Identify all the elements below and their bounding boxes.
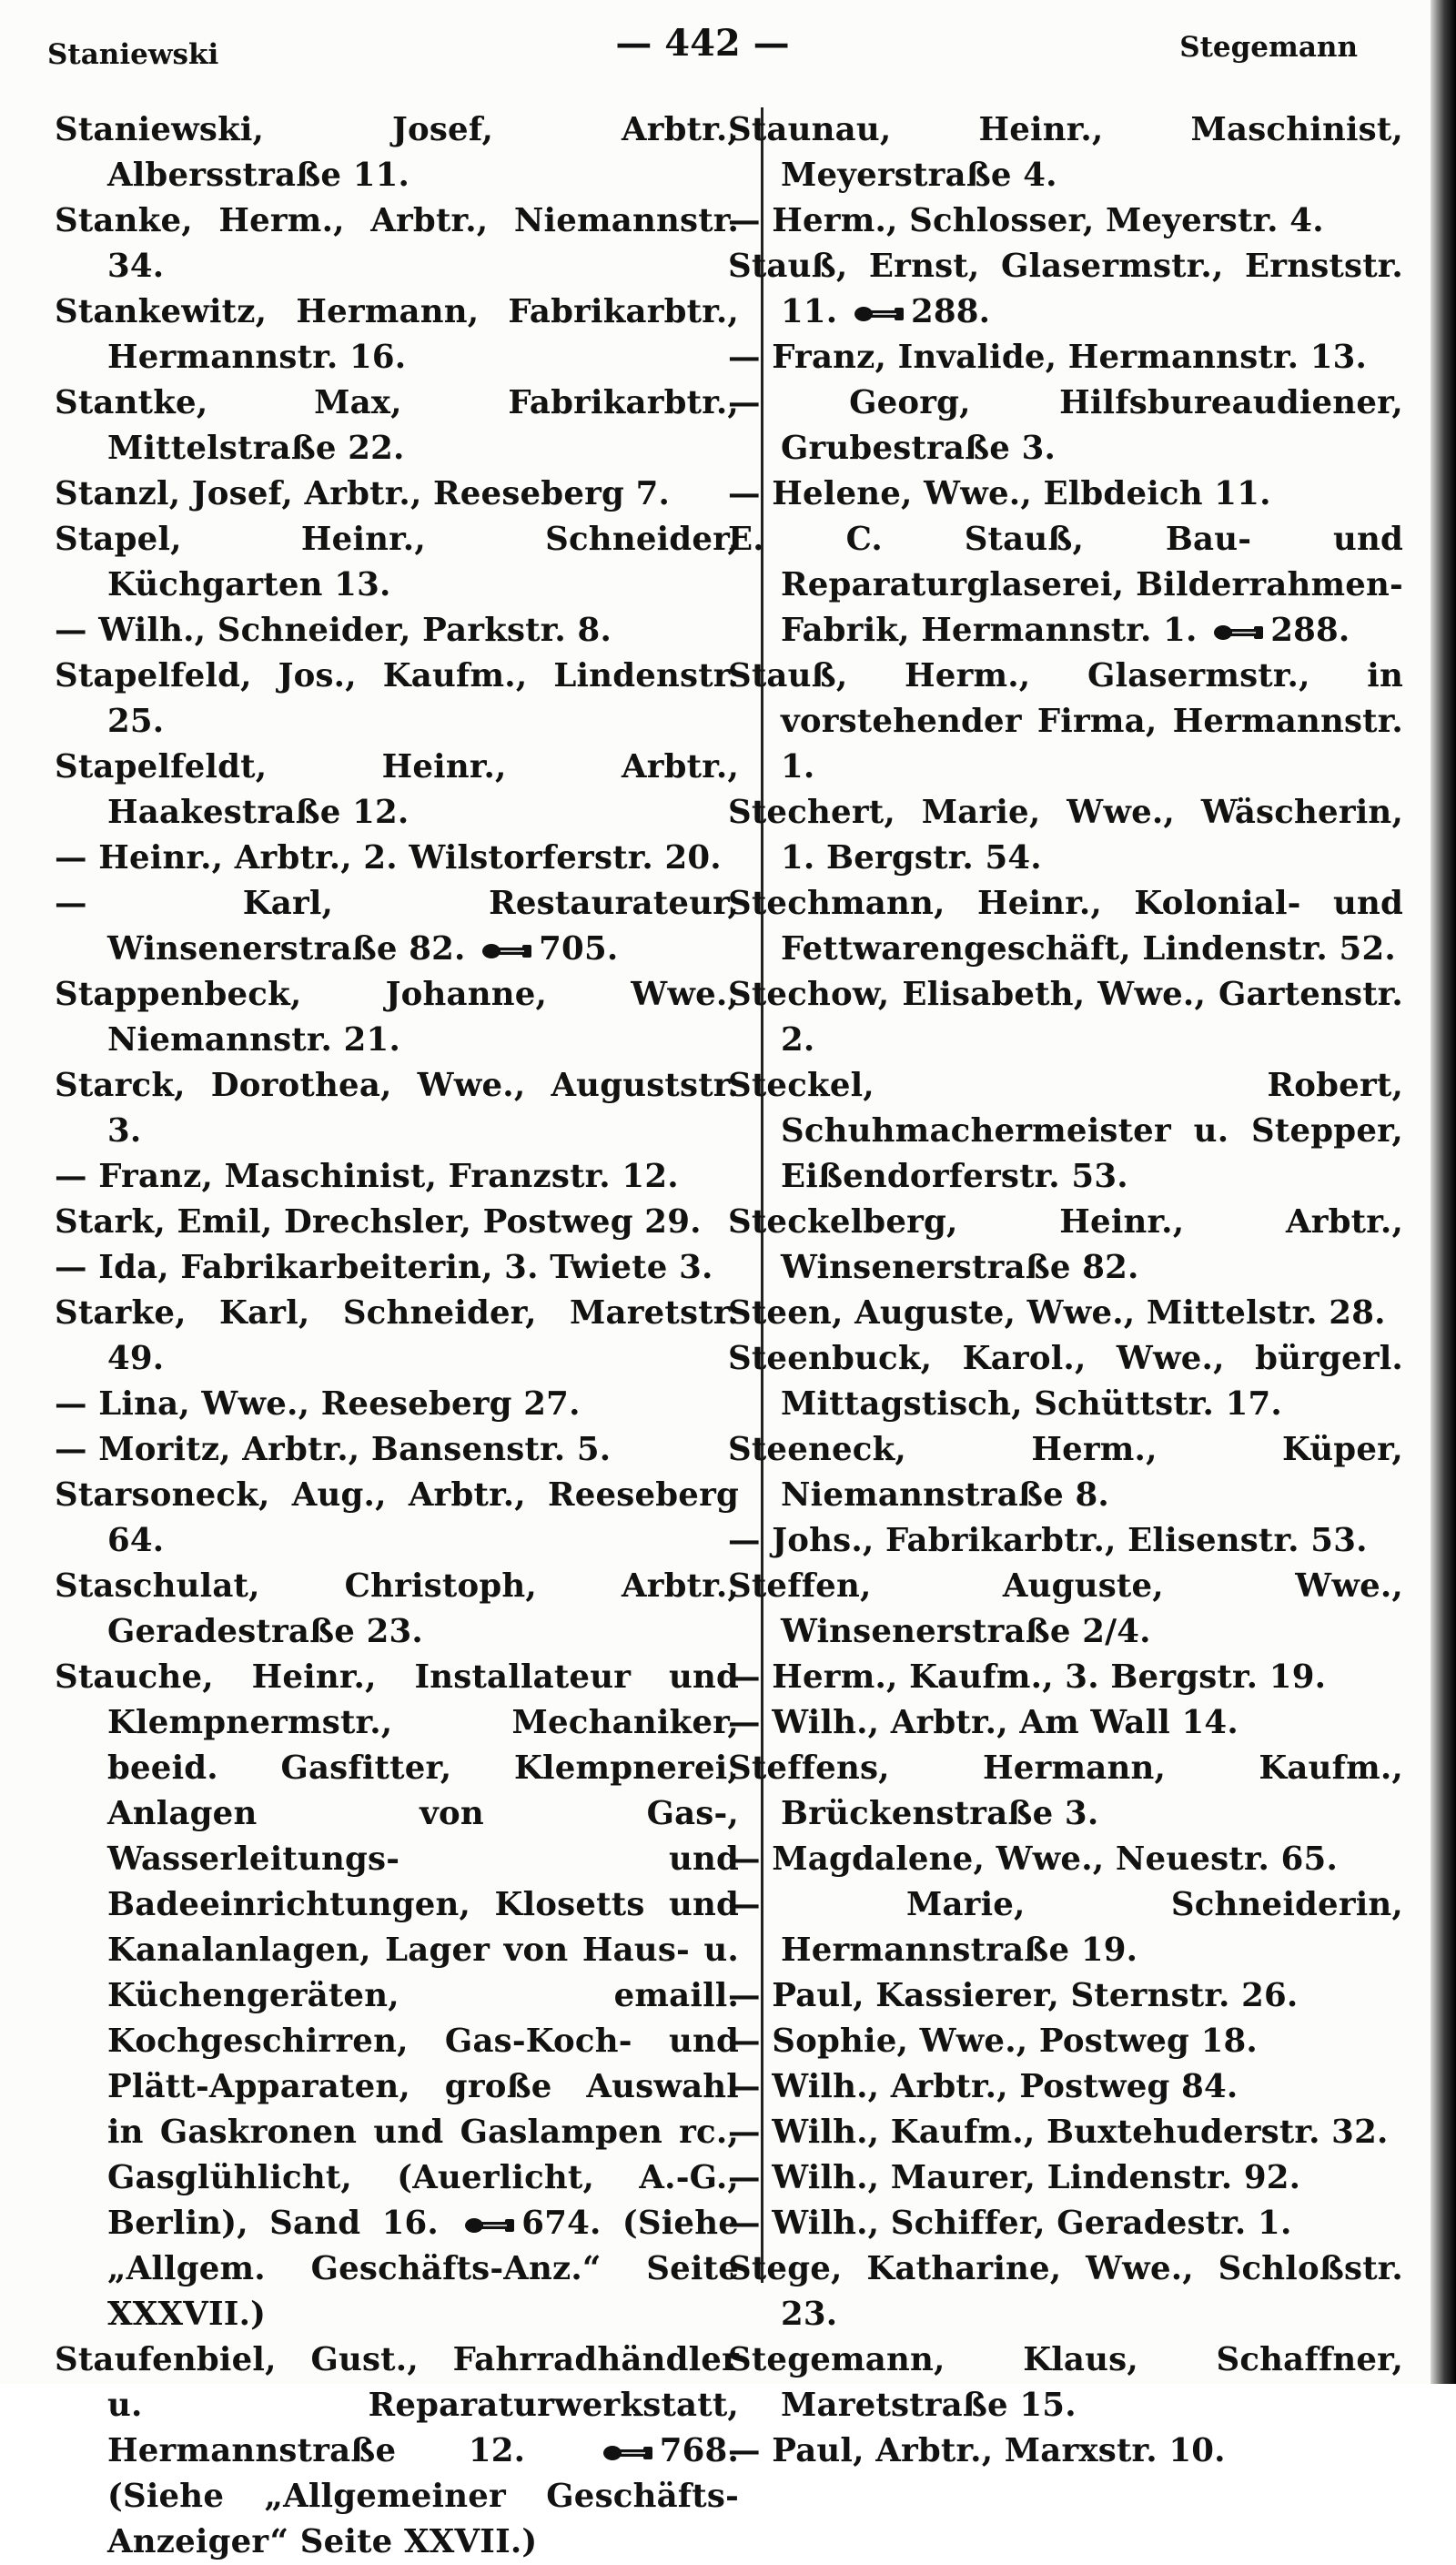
header-left-keyword: Staniewski — [47, 38, 219, 71]
telephone-hand-icon — [602, 2444, 654, 2462]
directory-entry — [728, 244, 1403, 335]
phone-number: 674. — [521, 2205, 602, 2242]
entry-text: Staniewski, Josef, Arbtr., Albersstraße 11. — [55, 111, 739, 194]
entry-text: Steenbuck, Karol., Wwe., bürgerl. Mittagstisch, Schüttstr. 17. — [728, 1340, 1403, 1423]
entry-text: Stechmann, Heinr., Kolonial- und Fettwarengeschäft, Lindenstr. 52. — [728, 885, 1403, 968]
entry-text: — Marie, Schneiderin, Hermannstraße 19. — [728, 1886, 1403, 1969]
entry-reference-note: (Siehe „Allgemeiner Geschäfts-Anzeiger“ Seite XXVII.) — [107, 2478, 739, 2560]
entry-text: — Wilh., Kaufm., Buxtehuderstr. 32. — [728, 2114, 1389, 2151]
phone-number: 705. — [539, 930, 619, 968]
directory-entry — [728, 2428, 1403, 2474]
entry-text: Staschulat, Christoph, Arbtr., Geradestraße 23. — [55, 1567, 739, 1650]
entry-text: — Wilh., Schneider, Parkstr. 8. — [55, 612, 612, 649]
directory-entry — [728, 107, 1403, 198]
directory-entry — [55, 1427, 739, 1473]
directory-entry — [728, 2110, 1403, 2155]
entry-text: Stegemann, Klaus, Schaffner, Maretstraße 15. — [728, 2341, 1403, 2424]
entry-text: Steen, Auguste, Wwe., Mittelstr. 28. — [728, 1294, 1386, 1332]
entry-text: — Heinr., Arbtr., 2. Wilstorferstr. 20. — [55, 839, 722, 877]
directory-entry — [55, 1655, 739, 2337]
entry-text: Stapelfeld, Jos., Kaufm., Lindenstr. 25. — [55, 657, 739, 740]
directory-entry — [728, 1518, 1403, 1564]
directory-entry — [55, 1154, 739, 1200]
telephone-hand-icon — [463, 2216, 516, 2235]
directory-entry — [55, 517, 739, 608]
directory-entry — [728, 517, 1403, 654]
directory-entry — [55, 289, 739, 380]
phone-number: 768. — [659, 2432, 740, 2469]
entry-text: Steffen, Auguste, Wwe., Winsenerstraße 2/4. — [728, 1567, 1403, 1650]
entry-text: E. C. Stauß, Bau- und Reparaturglaserei, Bilderrahmen-Fabrik, Hermannstr. 1. — [728, 521, 1403, 649]
directory-entry — [55, 1245, 739, 1291]
entry-text: Staufenbiel, Gust., Fahrradhändler u. Reparaturwerkstatt, Hermannstraße 12. — [55, 2341, 739, 2469]
entry-text: — Georg, Hilfsbureaudiener, Grubestraße 3. — [728, 384, 1403, 467]
directory-entry — [728, 790, 1403, 881]
directory-entry — [55, 1564, 739, 1655]
directory-entry — [728, 1882, 1403, 1973]
directory-entry — [55, 608, 739, 654]
entry-text: Stark, Emil, Drechsler, Postweg 29. — [55, 1203, 702, 1241]
entry-text: — Wilh., Schiffer, Geradestr. 1. — [728, 2205, 1292, 2242]
directory-entry — [728, 1973, 1403, 2019]
directory-entry — [728, 1746, 1403, 1837]
entry-text: — Karl, Restaurateur, Winsenerstraße 82. — [55, 885, 739, 968]
entry-text: Stankewitz, Hermann, Fabrikarbtr., Hermannstr. 16. — [55, 293, 739, 376]
entry-text: — Magdalene, Wwe., Neuestr. 65. — [728, 1840, 1339, 1878]
directory-entry — [728, 1291, 1403, 1336]
directory-entry — [728, 1200, 1403, 1291]
entry-text: Staunau, Heinr., Maschinist, Meyerstraße 4. — [728, 111, 1403, 194]
directory-entry — [55, 654, 739, 745]
entry-text: — Paul, Arbtr., Marxstr. 10. — [728, 2432, 1226, 2469]
entry-text: Steeneck, Herm., Küper, Niemannstraße 8. — [728, 1431, 1403, 1514]
entry-text: Steckel, Robert, Schuhmachermeister u. Stepper, Eißendorferstr. 53. — [728, 1067, 1403, 1195]
entry-text: Stapel, Heinr., Schneider, Küchgarten 13. — [55, 521, 739, 603]
directory-entry — [55, 1291, 739, 1382]
directory-entry — [55, 881, 739, 972]
directory-entry — [55, 745, 739, 836]
directory-entry — [728, 881, 1403, 972]
page-number: — 442 — — [615, 22, 790, 65]
running-header — [47, 18, 1358, 73]
entry-text: Steckelberg, Heinr., Arbtr., Winsenerstraße 82. — [728, 1203, 1403, 1286]
entry-text: — Herm., Schlosser, Meyerstr. 4. — [728, 202, 1324, 239]
entry-text: — Lina, Wwe., Reeseberg 27. — [55, 1385, 581, 1423]
entry-text: Stanzl, Josef, Arbtr., Reeseberg 7. — [55, 475, 671, 512]
entry-text: — Franz, Maschinist, Franzstr. 12. — [55, 1158, 679, 1195]
directory-entry — [55, 198, 739, 289]
directory-entry — [728, 1063, 1403, 1200]
directory-entry — [728, 2064, 1403, 2110]
directory-entry — [55, 471, 739, 517]
directory-entry — [728, 335, 1403, 380]
directory-entry — [728, 1700, 1403, 1746]
page-edge-shadow — [1431, 0, 1456, 2384]
directory-entry — [55, 972, 739, 1063]
directory-entry — [55, 107, 739, 198]
entry-text: — Ida, Fabrikarbeiterin, 3. Twiete 3. — [55, 1249, 713, 1286]
entry-text: — Sophie, Wwe., Postweg 18. — [728, 2023, 1258, 2060]
entry-text: — Moritz, Arbtr., Bansenstr. 5. — [55, 1431, 612, 1468]
entry-text: Stapelfeldt, Heinr., Arbtr., Haakestraße 12. — [55, 748, 739, 831]
entry-text: — Wilh., Arbtr., Am Wall 14. — [728, 1704, 1239, 1741]
directory-entry — [728, 2337, 1403, 2428]
entry-text: Stauß, Ernst, Glasermstr., Ernststr. 11. — [728, 248, 1403, 330]
directory-entry — [55, 380, 739, 471]
directory-entry — [728, 2246, 1403, 2337]
telephone-hand-icon — [853, 305, 905, 323]
entry-text: Stauß, Herm., Glasermstr., in vorstehender Firma, Hermannstr. 1. — [728, 657, 1403, 786]
telephone-hand-icon — [1212, 624, 1265, 642]
entry-text: Stanke, Herm., Arbtr., Niemannstr. 34. — [55, 202, 739, 285]
directory-entry — [728, 198, 1403, 244]
directory-entry — [728, 2201, 1403, 2246]
entry-text: — Helene, Wwe., Elbdeich 11. — [728, 475, 1271, 512]
directory-entry — [55, 1063, 739, 1154]
entry-text: Stappenbeck, Johanne, Wwe., Niemannstr. 21. — [55, 976, 739, 1059]
right-column — [728, 107, 1403, 2474]
directory-entry — [728, 1427, 1403, 1518]
directory-entry — [55, 2337, 739, 2565]
directory-entry — [55, 1382, 739, 1427]
directory-entry — [728, 2019, 1403, 2064]
entry-text: — Herm., Kaufm., 3. Bergstr. 19. — [728, 1658, 1327, 1696]
entry-text: Steffens, Hermann, Kaufm., Brückenstraße 3. — [728, 1749, 1403, 1832]
entry-text: — Wilh., Arbtr., Postweg 84. — [728, 2068, 1239, 2105]
left-column — [55, 107, 739, 2565]
directory-entry — [728, 471, 1403, 517]
entry-text: Stege, Katharine, Wwe., Schloßstr. 23. — [728, 2250, 1403, 2333]
entry-text: Starck, Dorothea, Wwe., Auguststr. 3. — [55, 1067, 739, 1150]
directory-entry — [728, 380, 1403, 471]
entry-text: Starke, Karl, Schneider, Maretstr. 49. — [55, 1294, 739, 1377]
header-right-keyword: Stegemann — [1179, 31, 1358, 64]
phone-number: 288. — [1270, 612, 1350, 649]
entry-text: Stauche, Heinr., Installateur und Klempnermstr., Mechaniker, beeid. Gasfitter, Klempnerei, Anlagen von Gas-, Wasserleitungs- und Badeeinrichtungen, Klosetts und Kanalanlagen, Lager von Haus- u. Küchengeräten, emaill. Kochgeschirren, Gas-Koch- und Plätt-Apparaten, große Auswahl in Gaskronen und Gaslampen rc., Gasglühlicht, (Auerlicht, A.-G., Berlin), Sand 16. — [55, 1658, 739, 2242]
entry-text: — Franz, Invalide, Hermannstr. 13. — [728, 339, 1368, 376]
entry-text: — Paul, Kassierer, Sternstr. 26. — [728, 1977, 1299, 2014]
directory-entry — [728, 1564, 1403, 1655]
directory-entry — [55, 836, 739, 881]
directory-entry — [728, 2155, 1403, 2201]
entry-text: — Wilh., Maurer, Lindenstr. 92. — [728, 2159, 1301, 2196]
directory-entry — [728, 972, 1403, 1063]
directory-entry — [728, 1655, 1403, 1700]
phone-number: 288. — [910, 293, 991, 330]
entry-text: Stechow, Elisabeth, Wwe., Gartenstr. 2. — [728, 976, 1403, 1059]
entry-text: Stantke, Max, Fabrikarbtr., Mittelstraße 22. — [55, 384, 739, 467]
directory-entry — [55, 1473, 739, 1564]
directory-entry — [728, 1336, 1403, 1427]
telephone-hand-icon — [480, 942, 533, 960]
directory-entry — [728, 654, 1403, 790]
directory-entry — [55, 1200, 739, 1245]
entry-reference-note: (Siehe „Allgem. Geschäfts-Anz.“ Seite XXXVII.) — [107, 2205, 740, 2333]
directory-entry — [728, 1837, 1403, 1882]
entry-text: — Johs., Fabrikarbtr., Elisenstr. 53. — [728, 1522, 1368, 1559]
entry-text: Stechert, Marie, Wwe., Wäscherin, 1. Bergstr. 54. — [728, 794, 1403, 877]
entry-text: Starsoneck, Aug., Arbtr., Reeseberg 64. — [55, 1476, 739, 1559]
